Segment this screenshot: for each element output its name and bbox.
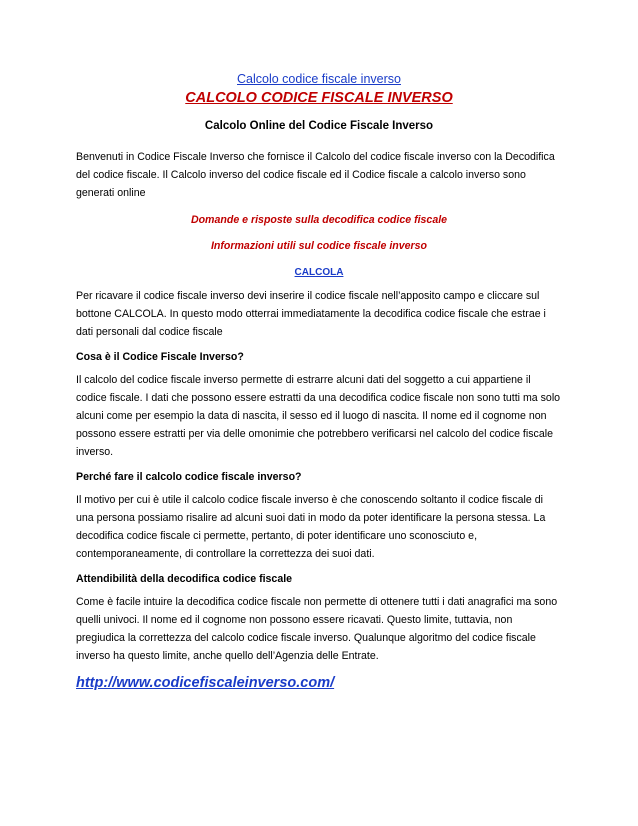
section-body-cosa: Il calcolo del codice fiscale inverso permette di estrarre alcuni dati del soggetto a cui appartiene il codice fiscale. I dati che possono essere estratti da una decodifica codice fiscale non sono tutti ma solo alcuni come per esempio la data di nascita, il sesso ed il luogo di nascita. Il nome ed il cognome non possono essere estratti per via delle omonimie che potrebbero verificarsi nel calcolo del codice fiscale inverso. [76,374,561,458]
document-page [76,70,562,693]
section-heading-perche: Perché fare il calcolo codice fiscale inverso? [76,471,302,483]
main-title[interactable]: CALCOLO CODICE FISCALE INVERSO [185,90,453,106]
info-link[interactable]: Informazioni utili sul codice fiscale inverso [210,240,428,252]
instructions-paragraph: Per ricavare il codice fiscale inverso devi inserire il codice fiscale nell’apposito campo e cliccare sul bottone CALCOLA. In questo modo otterrai immediatamente la decodifica codice fiscale che estrae i dati personali dal codice fiscale [76,290,546,338]
subtitle: Calcolo Online del Codice Fiscale Inverso [204,120,434,132]
calcola-link[interactable]: CALCOLA [294,267,344,278]
section-body-perche: Il motivo per cui è utile il calcolo codice fiscale inverso è che conoscendo soltanto il codice fiscale di una persona possiamo risalire ad alcuni suoi dati in modo da poter identificare la persona stessa. La decodifica codice fiscale ci permette, pertanto, di poter identificare uno sconosciuto e, contemporaneamente, di controllare la correttezza dei suoi dati. [76,494,546,560]
section-heading-attendibilita: Attendibilità della decodifica codice fiscale [76,573,293,585]
section-body-attendibilita: Come è facile intuire la decodifica codice fiscale non permette di ottenere tutti i dati anagrafici ma sono quelli univoci. Il nome ed il cognome non possono essere ricavati. Questo limite, tuttavia, non pregiudica la correttezza del calcolo codice fiscale inverso. Qualunque algoritmo del codice fiscale inverso ha questo limite, anche quello dell’Agenzia delle Entrate. [76,596,558,662]
intro-paragraph: Benvenuti in Codice Fiscale Inverso che fornisce il Calcolo del codice fiscale inverso con la Decodifica del codice fiscale. Il Calcolo inverso del codice fiscale ed il Codice fiscale a calcolo inverso sono generati online [76,151,555,199]
page-link-title[interactable]: Calcolo codice fiscale inverso [237,72,401,86]
section-heading-cosa: Cosa è il Codice Fiscale Inverso? [76,351,244,363]
site-url-link[interactable]: http://www.codicefiscaleinverso.com/ [76,675,335,691]
faq-link[interactable]: Domande e risposte sulla decodifica codice fiscale [190,214,448,226]
